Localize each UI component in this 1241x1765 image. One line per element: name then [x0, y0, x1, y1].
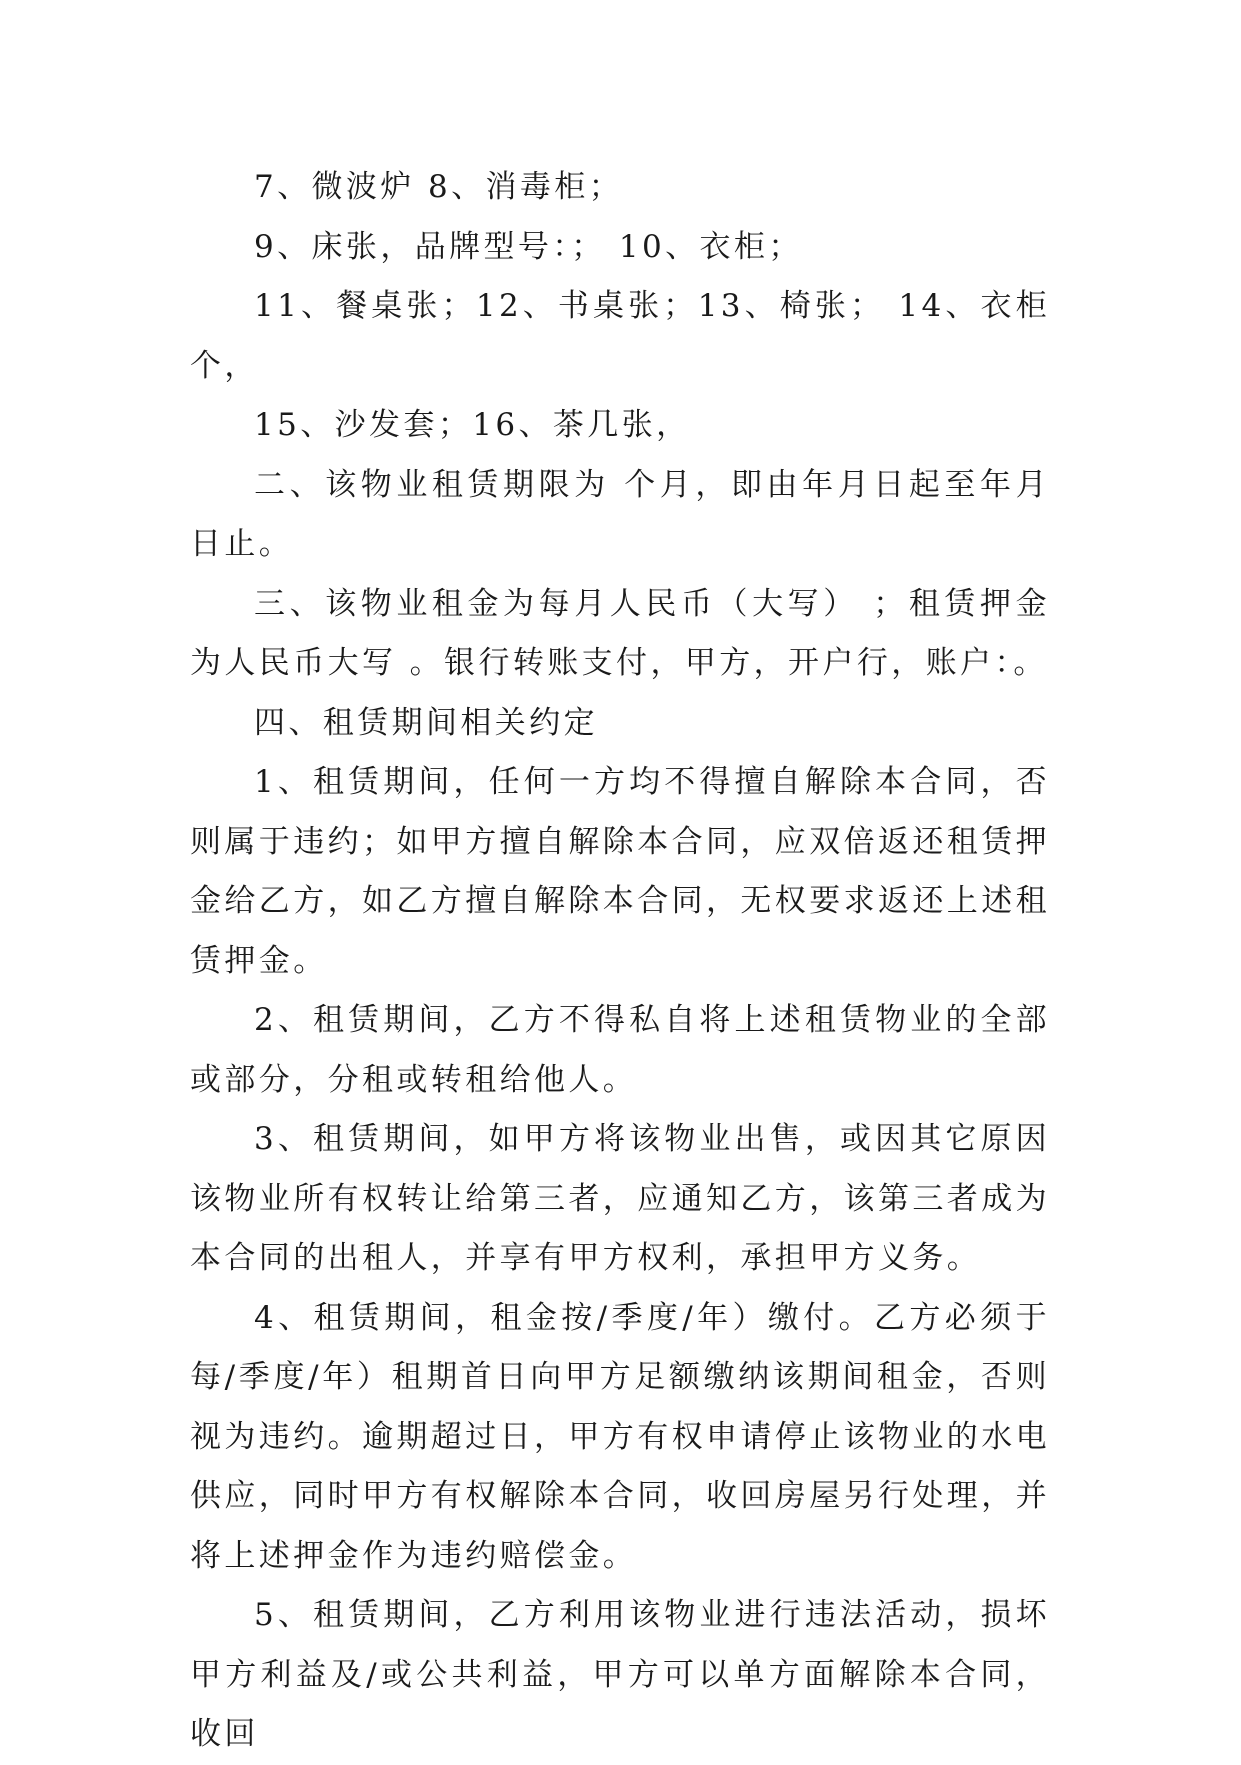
paragraph-clause-1: 1、租赁期间，任何一方均不得擅自解除本合同，否则属于违约；如甲方擅自解除本合同，应双倍返还租赁押金给乙方，如乙方擅自解除本合同，无权要求返还上述租赁押金。 — [190, 764, 1050, 979]
paragraph-rent: 三、该物业租金为每月人民币（大写） ；租赁押金为人民币大写 。银行转账支付，甲方，开户行，账户：。 — [190, 585, 1050, 681]
paragraph-clause-4: 4、租赁期间，租金按/季度/年）缴付。乙方必须于每/季度/年）租期首日向甲方足额缴纳该期间租金，否则视为违约。逾期超过日，甲方有权申请停止该物业的水电供应，同时甲方有权解除本合同，收回房屋另行处理，并将上述押金作为违约赔偿金。 — [190, 1299, 1050, 1574]
paragraph-item-15-16: 15、沙发套；16、茶几张， — [254, 407, 691, 443]
paragraph-clause-2: 2、租赁期间，乙方不得私自将上述租赁物业的全部或部分，分租或转租给他人。 — [190, 1002, 1050, 1098]
document-body — [190, 158, 1050, 1765]
paragraph-item-11-14: 11、餐桌张；12、书桌张；13、椅张； 14、衣柜个， — [190, 288, 1050, 384]
paragraph-clause-5: 5、租赁期间，乙方利用该物业进行违法活动，损坏甲方利益及/或公共利益，甲方可以单方面解除本合同，收回 — [190, 1597, 1050, 1752]
paragraph-clause-3: 3、租赁期间，如甲方将该物业出售，或因其它原因该物业所有权转让给第三者，应通知乙方，该第三者成为本合同的出租人，并享有甲方权利，承担甲方义务。 — [190, 1121, 1050, 1276]
paragraph-lease-term: 二、该物业租赁期限为 个月，即由年月日起至年月日止。 — [190, 466, 1050, 562]
paragraph-item-7-8: 7、微波炉 8、消毒柜； — [254, 169, 624, 205]
paragraph-item-9-10: 9、床张，品牌型号：； 10、衣柜； — [254, 228, 803, 265]
section-heading-agreements: 四、租赁期间相关约定 — [254, 704, 598, 741]
